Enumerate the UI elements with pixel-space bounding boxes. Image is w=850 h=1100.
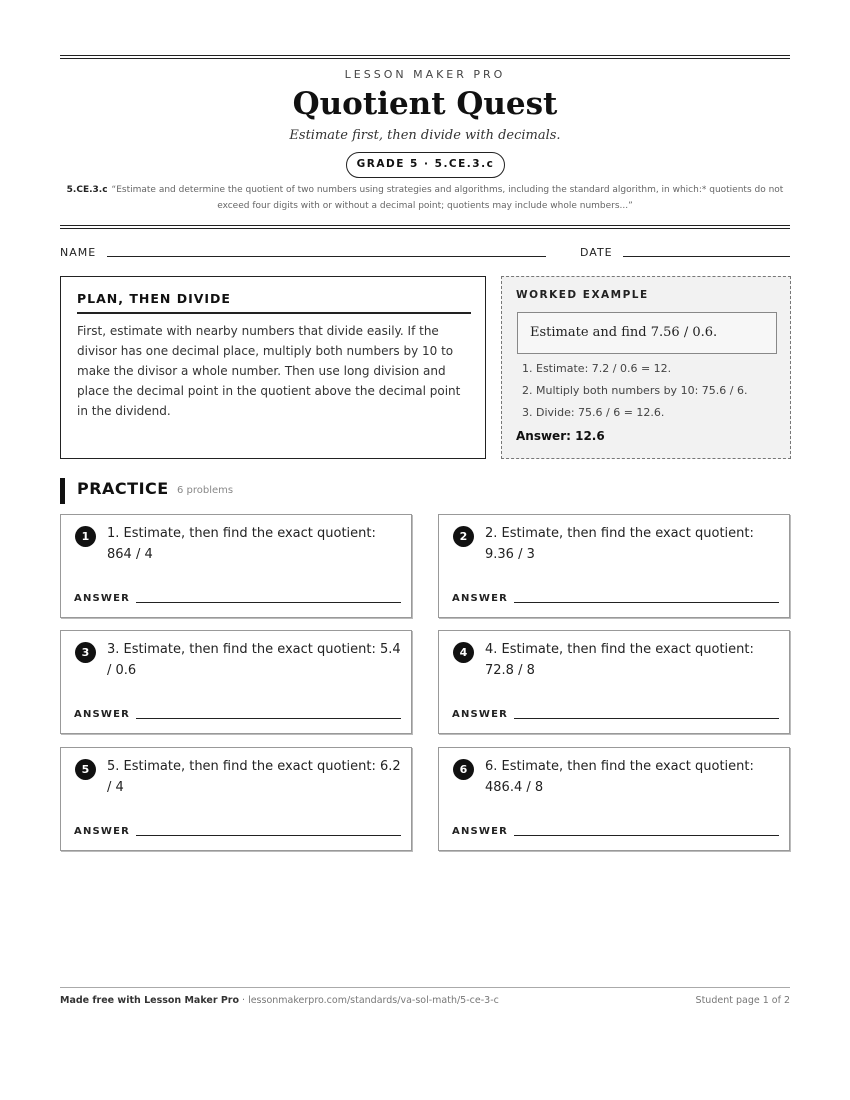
problem-text: 3. Estimate, then find the exact quotient: 5.4 / 0.6 bbox=[107, 642, 401, 678]
problem-text: 6. Estimate, then find the exact quotient: 486.4 / 8 bbox=[485, 759, 754, 795]
worked-example-box bbox=[501, 276, 791, 459]
answer-field[interactable] bbox=[514, 835, 779, 836]
answer-label: ANSWER bbox=[74, 593, 131, 604]
problem-number-badge: 2 bbox=[453, 526, 474, 547]
problem-card-6 bbox=[438, 747, 790, 851]
worked-example-steps bbox=[522, 358, 784, 424]
top-rule bbox=[60, 55, 790, 56]
problem-text: 4. Estimate, then find the exact quotient: 72.8 / 8 bbox=[485, 642, 754, 678]
practice-count: 6 problems bbox=[177, 485, 234, 496]
date-field[interactable] bbox=[623, 256, 790, 257]
practice-heading: PRACTICE bbox=[77, 479, 169, 498]
plan-box bbox=[60, 276, 486, 459]
problem-card-3 bbox=[60, 630, 412, 734]
date-label: DATE bbox=[580, 246, 613, 259]
practice-accent-bar bbox=[60, 478, 65, 504]
footer-made-with: Made free with Lesson Maker Pro bbox=[60, 995, 240, 1006]
problem-text: 2. Estimate, then find the exact quotient: 9.36 / 3 bbox=[485, 526, 754, 562]
name-field[interactable] bbox=[107, 256, 546, 257]
answer-label: ANSWER bbox=[74, 826, 131, 837]
problem-card-5 bbox=[60, 747, 412, 851]
page-title: Quotient Quest bbox=[292, 86, 558, 122]
standard-code: 5.CE.3.c bbox=[66, 185, 108, 195]
answer-field[interactable] bbox=[136, 835, 401, 836]
footer-page-number: Student page 1 of 2 bbox=[695, 995, 790, 1006]
problem-number-badge: 5 bbox=[75, 759, 96, 780]
answer-field[interactable] bbox=[136, 718, 401, 719]
standard-text: “Estimate and determine the quotient of two numbers using strategies and algorithms, including the standard algorithm, in which:* quotients do not exceed four digits with or without a decimal point; quotients may include whole numbers...” bbox=[111, 185, 784, 211]
worked-example-step: 2. Multiply both numbers by 10: 75.6 / 6. bbox=[522, 384, 748, 397]
problem-card-1 bbox=[60, 514, 412, 618]
answer-label: ANSWER bbox=[74, 709, 131, 720]
page-subtitle: Estimate first, then divide with decimals. bbox=[289, 128, 561, 143]
worked-example-step: 1. Estimate: 7.2 / 0.6 = 12. bbox=[522, 362, 672, 375]
problem-number-badge: 1 bbox=[75, 526, 96, 547]
standard-description bbox=[66, 182, 784, 214]
problem-text: 1. Estimate, then find the exact quotient: 864 / 4 bbox=[107, 526, 376, 562]
problem-card-2 bbox=[438, 514, 790, 618]
answer-label: ANSWER bbox=[452, 826, 509, 837]
answer-field[interactable] bbox=[136, 602, 401, 603]
problem-card-4 bbox=[438, 630, 790, 734]
name-label: NAME bbox=[60, 246, 97, 259]
header-bottom-rule-inner bbox=[60, 228, 790, 229]
answer-field[interactable] bbox=[514, 718, 779, 719]
worked-example-step: 3. Divide: 75.6 / 6 = 12.6. bbox=[522, 406, 665, 419]
plan-heading: PLAN, THEN DIVIDE bbox=[77, 291, 471, 314]
answer-label: ANSWER bbox=[452, 593, 509, 604]
problem-number-badge: 4 bbox=[453, 642, 474, 663]
problem-number-badge: 6 bbox=[453, 759, 474, 780]
brand-label: LESSON MAKER PRO bbox=[344, 68, 506, 81]
problem-number-badge: 3 bbox=[75, 642, 96, 663]
footer-credit bbox=[60, 995, 499, 1006]
footer-url[interactable]: lessonmakerpro.com/standards/va-sol-math/5-ce-3-c bbox=[248, 995, 499, 1006]
footer-rule bbox=[60, 987, 790, 988]
worked-example-heading: WORKED EXAMPLE bbox=[516, 289, 649, 301]
grade-badge: GRADE 5 · 5.CE.3.c bbox=[346, 152, 505, 178]
worked-example-answer: Answer: 12.6 bbox=[516, 429, 605, 443]
answer-label: ANSWER bbox=[452, 709, 509, 720]
footer-separator: · bbox=[239, 995, 249, 1006]
header-bottom-rule bbox=[60, 225, 790, 226]
problem-text: 5. Estimate, then find the exact quotient: 6.2 / 4 bbox=[107, 759, 401, 795]
top-rule-inner bbox=[60, 58, 790, 59]
plan-body: First, estimate with nearby numbers that divide easily. If the divisor has one decimal place, multiply both numbers by 10 to make the divisor a whole number. Then use long division and place the decimal point in the quotient above the decimal point in the dividend. bbox=[77, 324, 461, 418]
worked-example-prompt: Estimate and find 7.56 / 0.6. bbox=[517, 312, 777, 354]
answer-field[interactable] bbox=[514, 602, 779, 603]
